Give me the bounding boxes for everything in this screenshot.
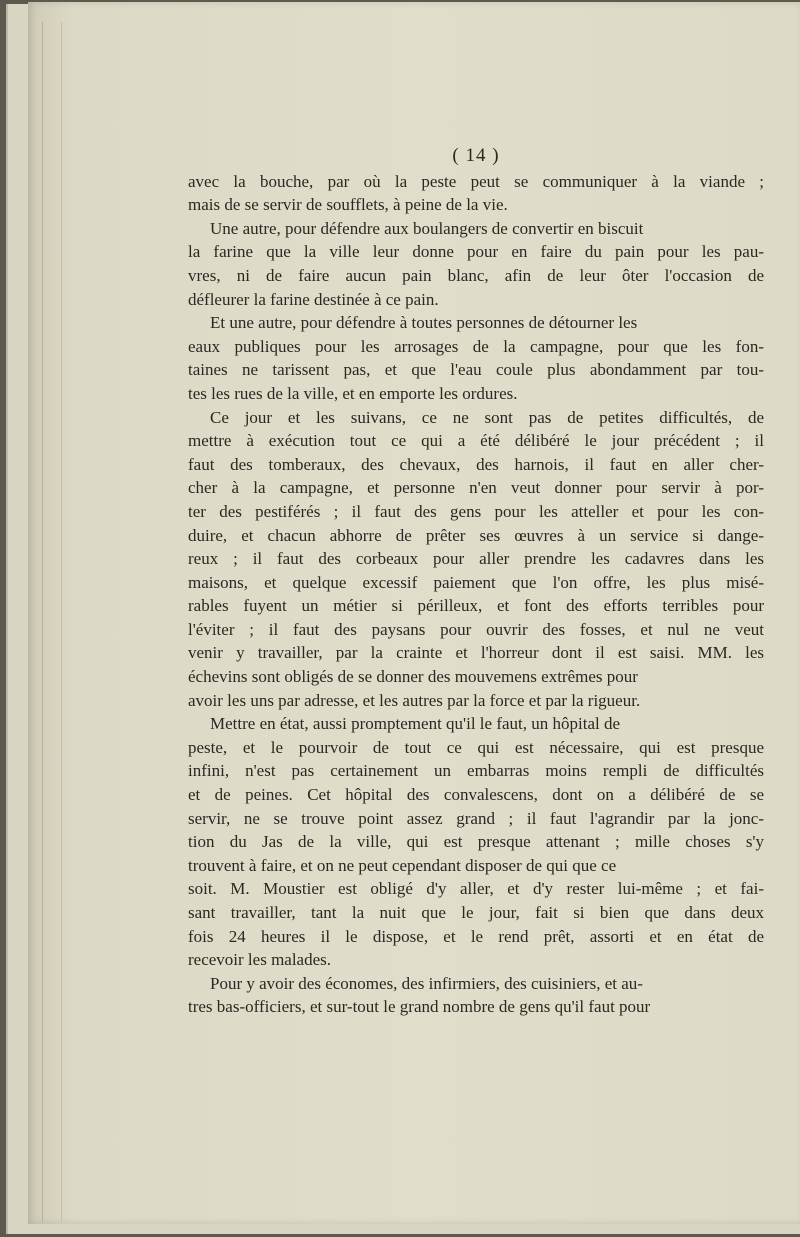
text-line: recevoir les malades. bbox=[188, 950, 332, 970]
text-line: venir y travailler, par la crainte et l'horreur dont il est saisi. MM. les bbox=[188, 643, 764, 663]
text-line: Pour y avoir des économes, des infirmiers, des cuisiniers, et au- bbox=[210, 973, 643, 993]
paragraph bbox=[188, 972, 764, 1019]
text-line: fois 24 heures il le dispose, et le rend prêt, assorti et en état de bbox=[188, 926, 764, 946]
text-line: ter des pestiférés ; il faut des gens pour les atteller et pour les con- bbox=[188, 501, 764, 521]
text-line: et de peines. Cet hôpital des convalescens, dont on a délibéré de se bbox=[188, 785, 764, 805]
paragraph bbox=[188, 311, 764, 405]
page-number: ( 14 ) bbox=[452, 145, 500, 166]
text-line: eaux publiques pour les arrosages de la campagne, pour que les fon- bbox=[188, 336, 764, 356]
text-line: soit. M. Moustier est obligé d'y aller, et d'y rester lui-même ; et fai- bbox=[188, 879, 764, 899]
text-line: faut des tomberaux, des chevaux, des harnois, il faut en aller cher- bbox=[188, 454, 764, 474]
text-line: reux ; il faut des corbeaux pour aller prendre les cadavres dans les bbox=[188, 549, 764, 569]
binding-edge bbox=[42, 22, 62, 1222]
text-line: vres, ni de faire aucun pain blanc, afin de leur ôter l'occasion de bbox=[188, 265, 764, 285]
text-line: rables fuyent un métier si périlleux, et font des efforts terribles pour bbox=[188, 596, 764, 616]
text-line: taines ne tarissent pas, et que l'eau coule plus abondamment par tou- bbox=[188, 360, 764, 380]
text-line: peste, et le pourvoir de tout ce qui est nécessaire, qui est presque bbox=[188, 737, 764, 757]
text-line: l'éviter ; il faut des paysans pour ouvrir des fosses, et nul ne veut bbox=[188, 619, 764, 639]
text-line: tres bas-officiers, et sur-tout le grand nombre de gens qu'il faut pour bbox=[188, 997, 651, 1017]
text-line: tes les rues de la ville, et en emporte les ordures. bbox=[188, 383, 518, 403]
paragraph bbox=[188, 712, 764, 972]
text-line: maisons, et quelque excessif paiement que l'on offre, les plus misé- bbox=[188, 572, 764, 592]
text-line: avoir les uns par adresse, et les autres par la force et par la rigueur. bbox=[188, 690, 641, 710]
text-line: cher à la campagne, et personne n'en veut donner pour servir à por- bbox=[188, 478, 764, 498]
text-line: servir, ne se trouve point assez grand ; il faut l'agrandir par la jonc- bbox=[188, 808, 764, 828]
text-line: tion du Jas de la ville, qui est presque attenant ; mille choses s'y bbox=[188, 832, 764, 852]
text-line: duire, et chacun abhorre de prêter ses œuvres à un service si dange- bbox=[188, 525, 764, 545]
paragraph bbox=[188, 217, 764, 311]
page-text bbox=[188, 144, 764, 1019]
text-line: Mettre en état, aussi promptement qu'il le faut, un hôpital de bbox=[210, 714, 621, 734]
text-line: sant travailler, tant la nuit que le jour, fait si bien que dans deux bbox=[188, 903, 764, 922]
text-line: Et une autre, pour défendre à toutes personnes de détourner les bbox=[210, 313, 638, 333]
text-line: échevins sont obligés de se donner des mouvemens extrêmes pour bbox=[188, 667, 638, 687]
text-line: mais de se servir de soufflets, à peine de la vie. bbox=[188, 195, 508, 215]
text-line: avec la bouche, par où la peste peut se communiquer à la viande ; bbox=[188, 171, 764, 191]
text-line: défleurer la farine destinée à ce pain. bbox=[188, 289, 439, 309]
text-line: infini, n'est pas certainement un embarras moins rempli de difficultés bbox=[188, 761, 764, 781]
paragraph bbox=[188, 406, 764, 713]
text-line: la farine que la ville leur donne pour en faire du pain pour les pau- bbox=[188, 242, 764, 262]
paragraph bbox=[188, 170, 764, 217]
text-line: mettre à exécution tout ce qui a été délibéré le jour précédent ; il bbox=[188, 431, 764, 451]
paragraph-list bbox=[188, 170, 764, 1019]
text-line: trouvent à faire, et on ne peut cependant disposer de qui que ce bbox=[188, 855, 617, 875]
text-line: Une autre, pour défendre aux boulangers de convertir en biscuit bbox=[210, 218, 644, 238]
text-line: Ce jour et les suivans, ce ne sont pas de petites difficultés, de bbox=[210, 407, 764, 427]
